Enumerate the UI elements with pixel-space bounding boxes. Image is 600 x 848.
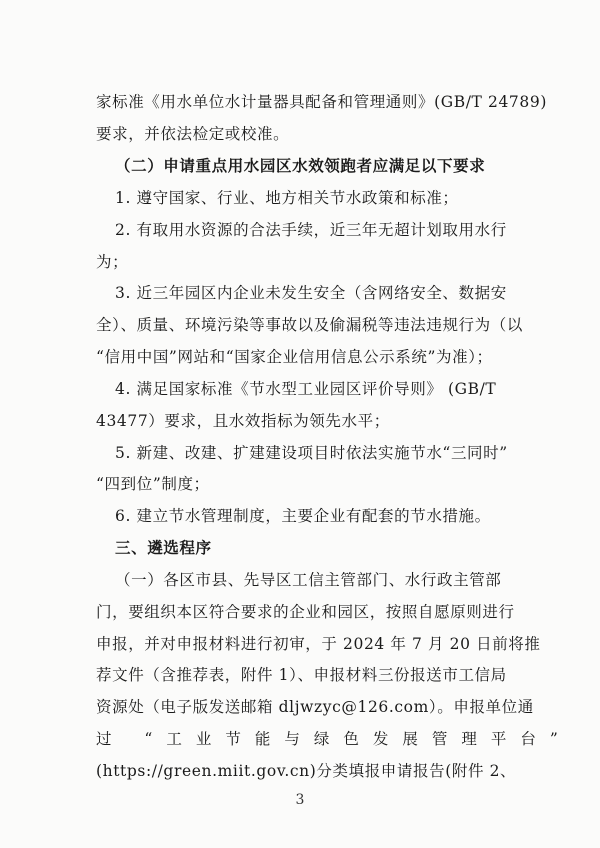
text-line-2: 要求，并依法检定或校准。 [96,125,290,143]
section-heading-2: （二）申请重点用水园区水效领跑者应满足以下要求 [115,157,486,175]
text-line-18: 申报，并对申报材料进行初审，于 2024 年 7 月 20 日前将推 [96,635,541,653]
text-line-7: 3. 近三年园区内企业未发生安全（含网络安全、数据安 [115,284,507,302]
text-line-9: “信用中国”网站和“国家企业信用信息公示系统”为准）； [96,348,493,366]
text-line-12: 5. 新建、改建、扩建建设项目时依法实施节水“三同时” [115,444,508,462]
text-line-22: (https://green.miit.gov.cn)分类填报申请报告(附件 2、 [96,762,517,780]
text-line-13: “四到位”制度； [96,475,210,493]
text-line-4: 1. 遵守国家、行业、地方相关节水政策和标准； [115,189,459,207]
text-line-10: 4. 满足国家标准《节水型工业园区评价导则》 (GB/T [115,380,497,398]
text-line-5: 2. 有取用水资源的合法手续，近三年无超计划取用水行 [115,221,507,239]
text-line-11: 43477）要求，且水效指标为领先水平； [96,412,390,430]
text-line-21: 过 “工业节能与绿色发展管理平台” [96,730,572,748]
text-line-17: 门，要组织本区符合要求的企业和园区，按照自愿原则进行 [96,603,515,621]
text-line-1: 家标准《用水单位水计量器具配备和管理通则》(GB/T 24789) [96,93,547,111]
section-heading-3: 三、遴选程序 [115,539,212,557]
text-line-14: 6. 建立节水管理制度，主要企业有配套的节水措施。 [115,507,491,525]
text-line-6: 为； [96,253,129,271]
text-line-20: 资源处（电子版发送邮箱 dljwzyc@126.com）。申报单位通 [96,698,534,716]
page-number: 3 [295,792,305,808]
text-line-16: （一）各区市县、先导区工信主管部门、水行政主管部 [115,571,502,589]
text-line-8: 全）、质量、环境污染等事故以及偷漏税等违法违规行为（以 [96,316,523,334]
text-line-19: 荐文件（含推荐表，附件 1）、申报材料三份报送市工信局 [96,666,507,684]
